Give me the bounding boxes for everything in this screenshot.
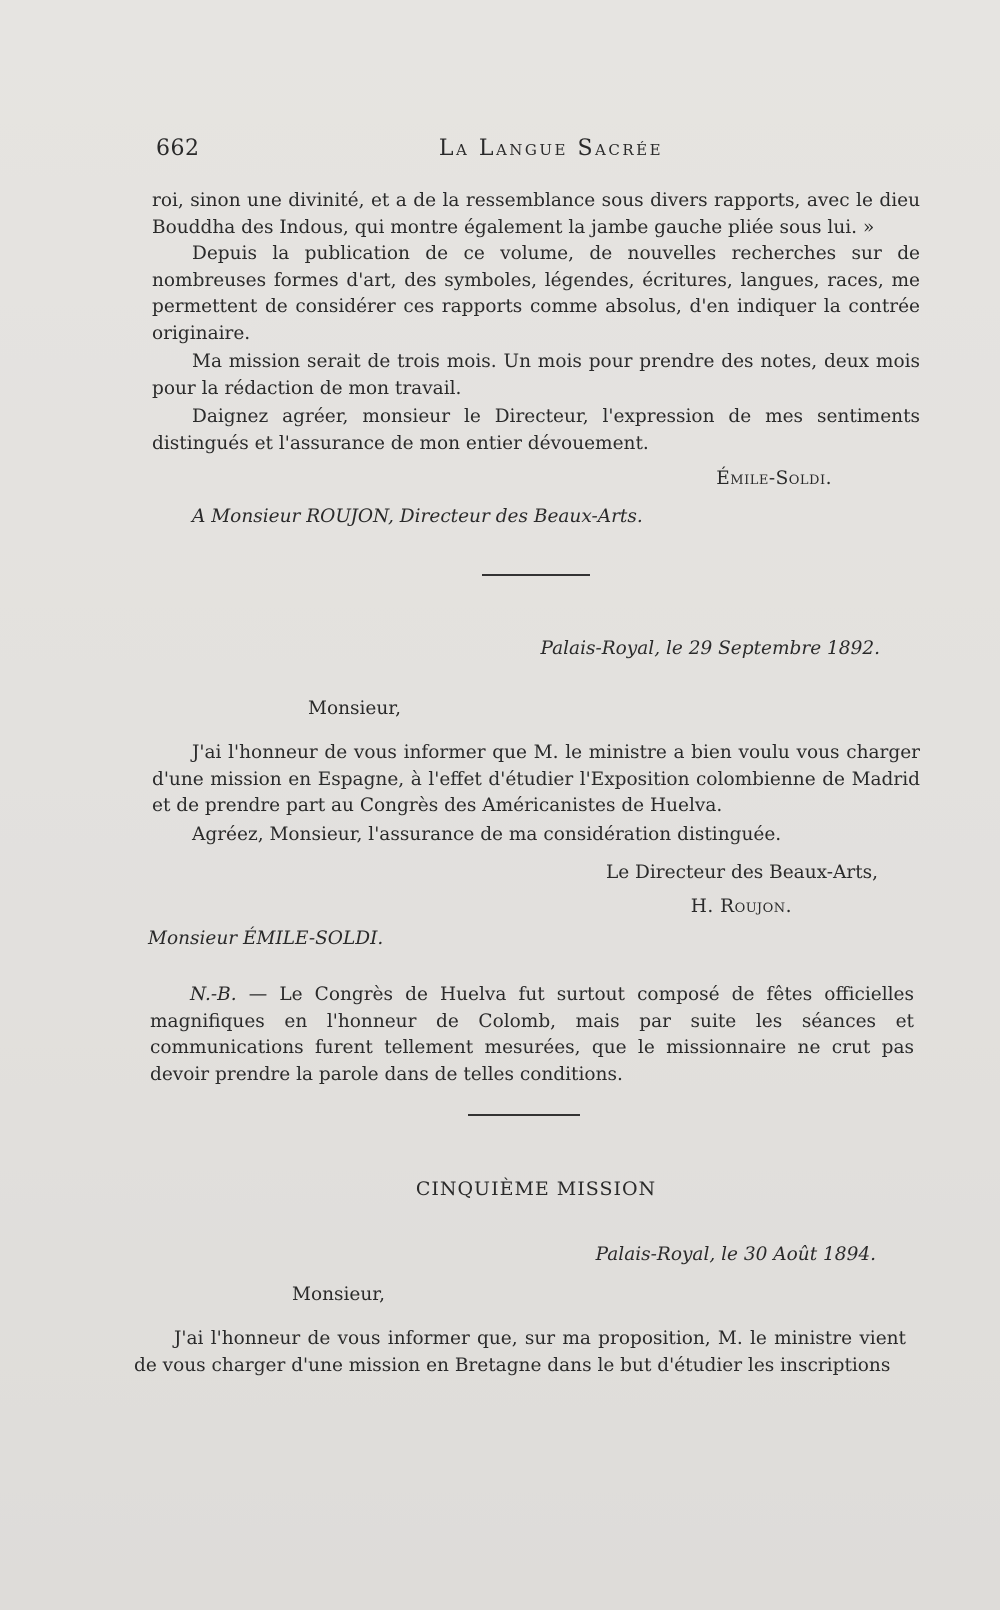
paragraph: J'ai l'honneur de vous informer que M. le ministre a bien voulu vous charger d'une mission en Espagne, à l'effet d'étudier l'Exposition colombienne de Madrid et de prendre part au Congrès des Américanistes de Huelva. [152, 742, 920, 816]
recipient: Monsieur ÉMILE-SOLDI. [148, 928, 384, 949]
paragraph: Ma mission serait de trois mois. Un mois pour prendre des notes, deux mois pour la rédaction de mon travail. [152, 351, 920, 399]
paragraph: Depuis la publication de ce volume, de nouvelles recherches sur de nombreuses formes d'art, des symboles, légendes, écritures, langues, races, me permettent de considérer ces rapports comme absolus, d'en indiquer la contrée originaire. [152, 243, 920, 344]
note-text: — Le Congrès de Huelva fut surtout composé de fêtes officielles magnifiques en l'honneur de Colomb, mais par suite les séances et communications furent tellement mesurées, que le missionnaire ne crut pas devoir prendre la parole dans de telles conditions. [150, 984, 914, 1085]
signature: Émile-Soldi. [716, 468, 832, 489]
letter-1-body [152, 188, 920, 457]
letter-2-body [152, 740, 920, 848]
dateline: Palais-Royal, le 29 Septembre 1892. [540, 638, 880, 659]
paragraph: J'ai l'honneur de vous informer que, sur ma proposition, M. le ministre vient de vous charger d'une mission en Bretagne dans le but d'étudier les inscriptions [134, 1328, 906, 1376]
salutation: Monsieur, [308, 698, 401, 719]
separator-rule [482, 574, 590, 576]
addressee: A Monsieur ROUJON, Directeur des Beaux-Arts. [192, 506, 643, 527]
paragraph: Agréez, Monsieur, l'assurance de ma considération distinguée. [192, 823, 782, 845]
page-header [152, 136, 920, 170]
separator-rule [468, 1114, 580, 1116]
paragraph: roi, sinon une divinité, et a de la ressemblance sous divers rapports, avec le dieu Bouddha des Indous, qui montre également la jambe gauche pliée sous lui. » [152, 190, 920, 238]
section-salutation: Monsieur, [292, 1284, 385, 1305]
note-label: N.-B. [190, 984, 237, 1005]
section-dateline: Palais-Royal, le 30 Août 1894. [595, 1244, 876, 1265]
signer-name: H. Roujon. [690, 896, 792, 917]
running-title: La Langue Sacrée [438, 136, 664, 161]
signer-title: Le Directeur des Beaux-Arts, [605, 862, 878, 883]
note-block [150, 982, 914, 1088]
section-title: CINQUIÈME MISSION [415, 1178, 657, 1200]
section-body [134, 1326, 906, 1379]
note-paragraph [150, 982, 914, 1088]
paragraph: Daignez agréer, monsieur le Directeur, l'expression de mes sentiments distingués et l'assurance de mon entier dévouement. [152, 406, 920, 454]
page-number: 662 [156, 136, 200, 161]
